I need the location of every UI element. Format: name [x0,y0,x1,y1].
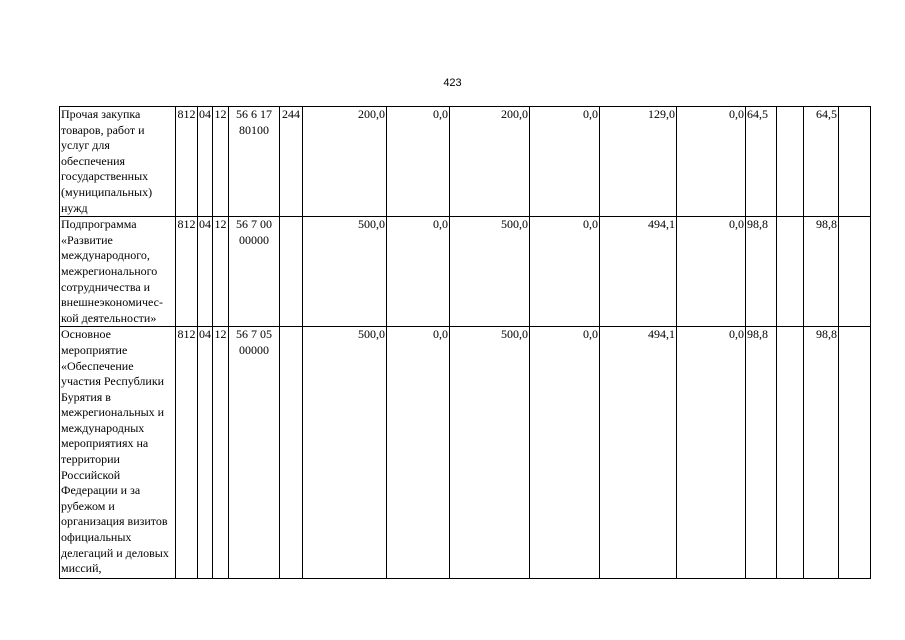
value-4: 0,0 [530,217,600,327]
value-5: 494,1 [600,327,677,579]
target-article-code [229,107,280,217]
ved-code: 812 [176,217,198,327]
table-row [60,327,871,579]
value-3: 200,0 [450,107,530,217]
percent-1: 98,8 [746,217,777,327]
subsection-code: 12 [213,327,229,579]
page-number: 423 [443,77,462,89]
percent-3: 98,8 [804,327,839,579]
row-name: Подпрограмма «Развитие международного, межрегионального сотрудничества и внешнеэкономичес-кой деятельности» [60,217,176,327]
value-6: 0,0 [677,217,746,327]
row-name: Прочая закупка товаров, работ и услуг для обеспечения государственных (муниципальных) нужд [60,107,176,217]
percent-3: 64,5 [804,107,839,217]
target-article-part2: 80100 [239,122,269,137]
target-article-part2: 00000 [239,232,269,247]
target-article-part1: 56 7 00 [236,217,272,232]
percent-4 [839,107,871,217]
row-name: Основное мероприятие «Обеспечение участия Республики Бурятия в межрегиональных и международных мероприятиях на территории Российской Федерации и за рубежом и организация визитов официальных делегаций и деловых миссий, [60,327,176,579]
value-5: 129,0 [600,107,677,217]
value-1: 500,0 [303,327,387,579]
percent-2 [777,217,804,327]
value-6: 0,0 [677,327,746,579]
value-4: 0,0 [530,327,600,579]
ved-code: 812 [176,327,198,579]
section-code: 04 [198,107,213,217]
value-3: 500,0 [450,217,530,327]
expense-type-code [280,327,303,579]
ved-code: 812 [176,107,198,217]
budget-table [59,106,871,579]
expense-type-code: 244 [280,107,303,217]
value-2: 0,0 [387,217,450,327]
target-article-code [229,327,280,579]
percent-1: 98,8 [746,327,777,579]
percent-1: 64,5 [746,107,777,217]
target-article-part1: 56 7 05 [236,327,272,342]
table-row [60,107,871,217]
percent-4 [839,327,871,579]
target-article-code [229,217,280,327]
subsection-code: 12 [213,217,229,327]
percent-3: 98,8 [804,217,839,327]
value-2: 0,0 [387,107,450,217]
value-6: 0,0 [677,107,746,217]
percent-4 [839,217,871,327]
table-row [60,217,871,327]
value-2: 0,0 [387,327,450,579]
expense-type-code [280,217,303,327]
value-1: 500,0 [303,217,387,327]
value-4: 0,0 [530,107,600,217]
section-code: 04 [198,217,213,327]
percent-2 [777,107,804,217]
percent-2 [777,327,804,579]
value-3: 500,0 [450,327,530,579]
target-article-part1: 56 6 17 [236,107,272,121]
subsection-code: 12 [213,107,229,217]
section-code: 04 [198,327,213,579]
target-article-part2: 00000 [239,342,269,357]
value-1: 200,0 [303,107,387,217]
value-5: 494,1 [600,217,677,327]
